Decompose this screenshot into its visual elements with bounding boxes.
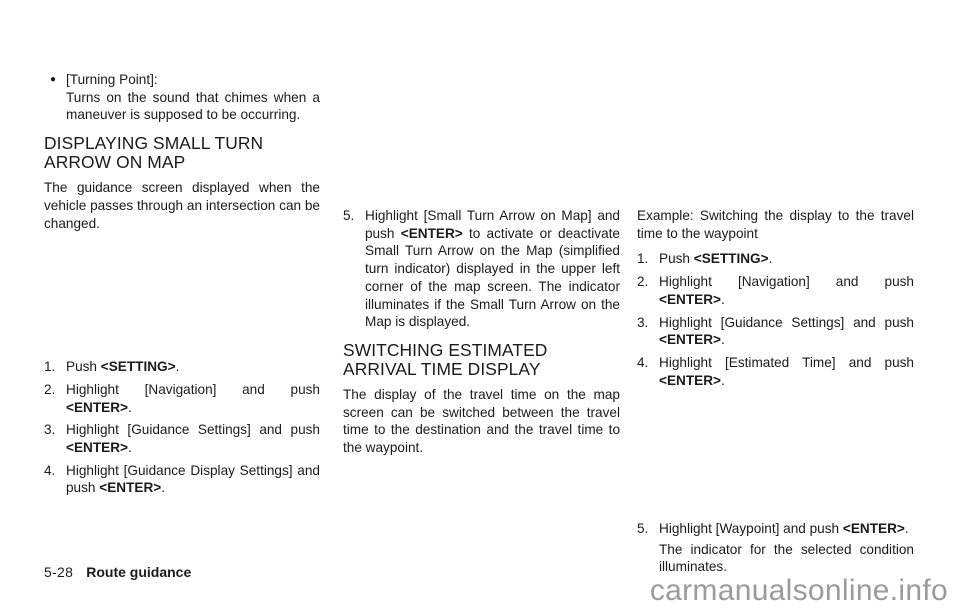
steps-list-right-bottom: [637, 520, 914, 576]
step-number: 4.: [637, 354, 649, 370]
step-text: Highlight [Guidance Settings] and push <ENTER>.: [66, 422, 320, 456]
step-text: Highlight [Waypoint] and push <ENTER>.: [659, 521, 909, 537]
heading-displaying-small-turn-arrow: DISPLAYING SMALL TURN ARROW ON MAP: [44, 133, 264, 173]
figure-placeholder-left: [44, 232, 320, 358]
example-intro: Example: Switching the display to the travel time to the waypoint: [637, 208, 914, 241]
step-text: Push <SETTING>.: [659, 251, 773, 267]
step-number: 5.: [637, 521, 649, 537]
step-text: Highlight [Guidance Display Settings] and push <ENTER>.: [66, 462, 320, 496]
figure-placeholder-right: [637, 394, 914, 520]
step-number: 1.: [637, 251, 649, 267]
list-step: [44, 358, 320, 376]
step-number: 2.: [44, 381, 56, 397]
list-step: [44, 381, 320, 416]
list-step: [44, 421, 320, 456]
list-step: [637, 273, 914, 308]
step-text: Highlight [Guidance Settings] and push <ENTER>.: [659, 314, 914, 348]
list-step: [44, 462, 320, 497]
list-step: [637, 250, 914, 268]
bullet-label: [Turning Point]:: [66, 72, 158, 87]
step-number: 4.: [44, 462, 56, 478]
step-number: 1.: [44, 359, 56, 375]
list-step: [637, 354, 914, 389]
step-number: 2.: [637, 274, 649, 290]
heading-switching-estimated-arrival: SWITCHING ESTIMATED ARRIVAL TIME DISPLAY: [343, 339, 548, 379]
bullet-dot-icon: ●: [50, 74, 57, 85]
step-text: Highlight [Small Turn Arrow on Map] and push <ENTER> to activate or deactivate Small Turn Arrow on the Map (simplified turn indicator) displayed in the upper left corner of the map screen. The indicator illuminates if the Small Turn Arrow on the Map is displayed.: [365, 208, 620, 330]
steps-list-left: [44, 358, 320, 497]
column-middle: [343, 207, 620, 457]
steps-list-middle: [343, 207, 620, 331]
step-text: Highlight [Navigation] and push <ENTER>.: [659, 274, 914, 307]
page-number: 5-28: [44, 564, 74, 580]
watermark-text: carmanualsonline.info: [649, 574, 948, 607]
step-text: Highlight [Navigation] and push <ENTER>.: [66, 381, 320, 415]
step-number: 3.: [44, 422, 56, 438]
step-number: 5.: [343, 208, 355, 223]
steps-list-right-top: [637, 250, 914, 389]
bullet-text: Turns on the sound that chimes when a maneuver is supposed to be occurring.: [66, 89, 320, 123]
footer-section-title: Route guidance: [86, 564, 192, 580]
list-step: [637, 520, 914, 576]
list-step: [637, 314, 914, 349]
section-intro-middle: The display of the travel time on the map screen can be switched between the travel time to the destination and the travel time to the waypoint.: [343, 386, 620, 456]
step-text: Highlight [Estimated Time] and push <ENTER>.: [659, 354, 914, 388]
bullet-item: [44, 71, 320, 124]
step-subtext: The indicator for the selected condition illuminates.: [659, 541, 914, 575]
step-number: 3.: [637, 314, 649, 330]
column-right: [637, 207, 914, 581]
section-intro-left: The guidance screen displayed when the vehicle passes through an intersection can be changed.: [44, 180, 320, 231]
page-footer: [44, 564, 191, 581]
step-text: Push <SETTING>.: [66, 359, 180, 375]
list-step: [343, 207, 620, 331]
column-left: [44, 71, 320, 502]
